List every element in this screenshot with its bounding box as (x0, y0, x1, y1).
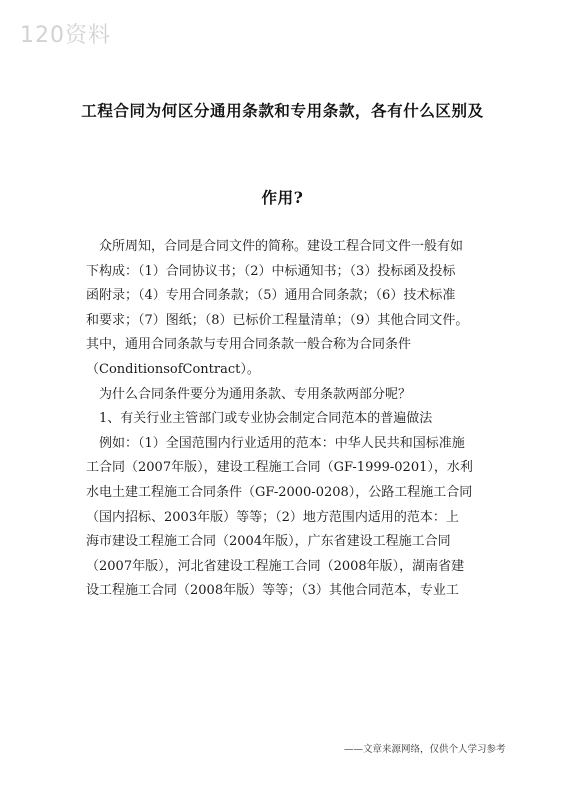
page-title-line-2: 作用? (261, 188, 304, 207)
text-line: 1、有关行业主管部门或专业协会制定合同范本的普遍做法 (99, 411, 433, 427)
text-line: 为什么合同条件要分为通用条款、专用条款两部分呢？ (99, 386, 412, 402)
text-line: 和要求；（7）图纸；（8）已标价工程量清单；（9）其他合同文件。 (86, 312, 469, 328)
text-line: 工合同（2007年版），建设工程施工合同（GF-1999-0201），水利 (86, 460, 473, 476)
text-line: 水电土建工程施工合同条件（GF-2000-0208），公路工程施工合同 (86, 484, 473, 500)
text-line: 其中，通用合同条款与专用合同条款一般合称为合同条件 (86, 337, 412, 353)
watermark-logo: 120资料 (20, 23, 111, 48)
text-line: 设工程施工合同（2008年版）等等；（3）其他合同范本，专业工 (86, 583, 459, 599)
text-line: 众所周知，合同是合同文件的简称。建设工程合同文件一般有如 (99, 239, 464, 254)
article-body (86, 235, 486, 604)
page-title-line-1: 工程合同为何区分通用条款和专用条款，各有什么区别及 (81, 101, 484, 120)
text-line: （2007年版），河北省建设工程施工合同（2008年版），湖南省建 (86, 558, 465, 574)
text-line: （ConditionsofContract）。 (86, 361, 260, 377)
text-line: 下构成：（1）合同协议书；（2）中标通知书；（3）投标函及投标 (86, 263, 456, 279)
text-line: 函附录；（4）专用合同条款；（5）通用合同条款；（6）技术标准 (86, 288, 456, 304)
text-line: （国内招标、2003年版）等等；（2）地方范围内适用的范本：上 (86, 509, 459, 525)
text-line: 例如：（1）全国范围内行业适用的范本：中华人民共和国标准施 (99, 435, 465, 451)
source-footnote: ——文章来源网络，仅供个人学习参考 (344, 744, 506, 755)
text-line: 海市建设工程施工合同（2004年版），广东省建设工程施工合同 (86, 534, 451, 550)
